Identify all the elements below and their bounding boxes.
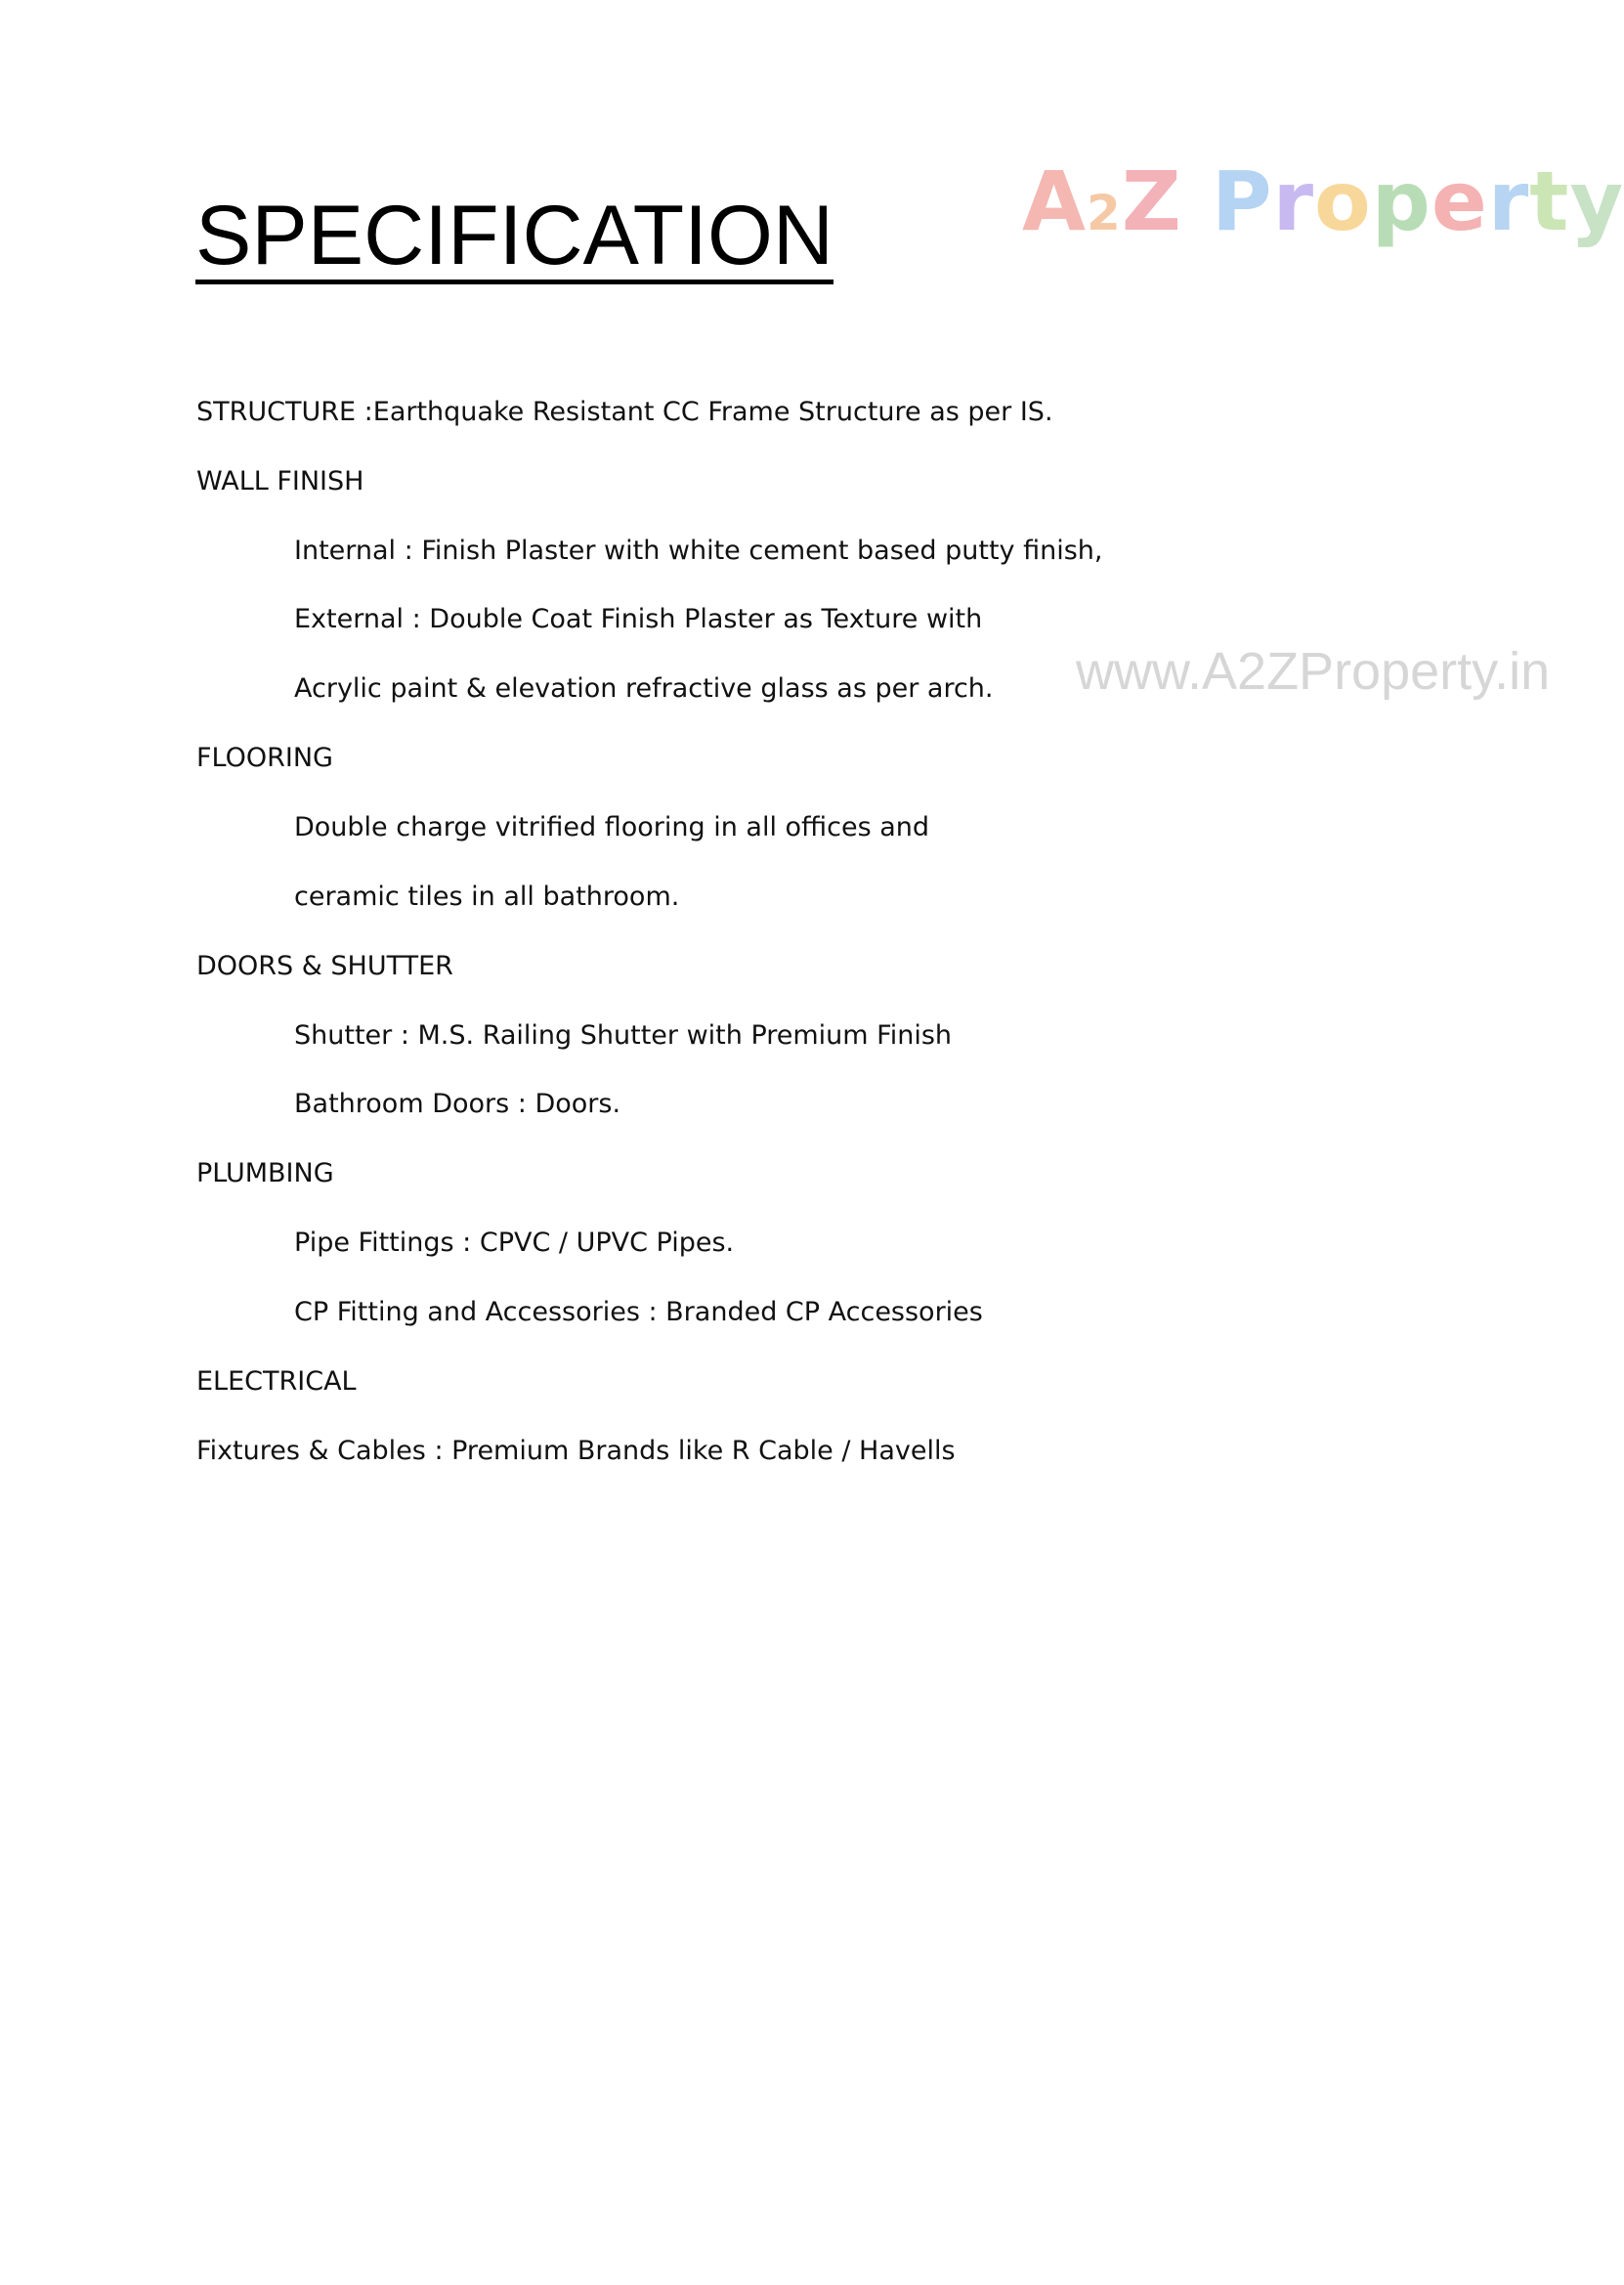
- structure-line: STRUCTURE :Earthquake Resistant CC Frame Structure as per IS.: [196, 397, 1053, 427]
- page-title: SPECIFICATION: [195, 189, 834, 282]
- flooring-heading: FLOORING: [196, 743, 333, 773]
- wall-finish-external: External : Double Coat Finish Plaster as Texture with: [294, 604, 983, 634]
- wall-finish-external-cont: Acrylic paint & elevation refractive glass as per arch.: [294, 673, 994, 704]
- plumbing-pipes: Pipe Fittings : CPVC / UPVC Pipes.: [294, 1228, 735, 1258]
- doors-shutter: Shutter : M.S. Railing Shutter with Premium Finish: [294, 1020, 953, 1051]
- plumbing-cp: CP Fitting and Accessories : Branded CP Accessories: [294, 1297, 983, 1327]
- doors-bathroom: Bathroom Doors : Doors.: [294, 1089, 621, 1119]
- a2z-property-logo-watermark: A2Z Property: [1022, 153, 1624, 249]
- flooring-line-1: Double charge vitrified flooring in all offices and: [294, 812, 930, 842]
- wall-finish-internal: Internal : Finish Plaster with white cement based putty finish,: [294, 536, 1103, 566]
- electrical-fixtures: Fixtures & Cables : Premium Brands like R Cable / Havells: [196, 1436, 956, 1466]
- wall-finish-heading: WALL FINISH: [196, 466, 364, 496]
- plumbing-heading: PLUMBING: [196, 1158, 334, 1188]
- flooring-line-2: ceramic tiles in all bathroom.: [294, 882, 680, 912]
- electrical-heading: ELECTRICAL: [196, 1366, 357, 1397]
- url-watermark: www.A2ZProperty.in: [1076, 642, 1551, 701]
- doors-heading: DOORS & SHUTTER: [196, 951, 453, 981]
